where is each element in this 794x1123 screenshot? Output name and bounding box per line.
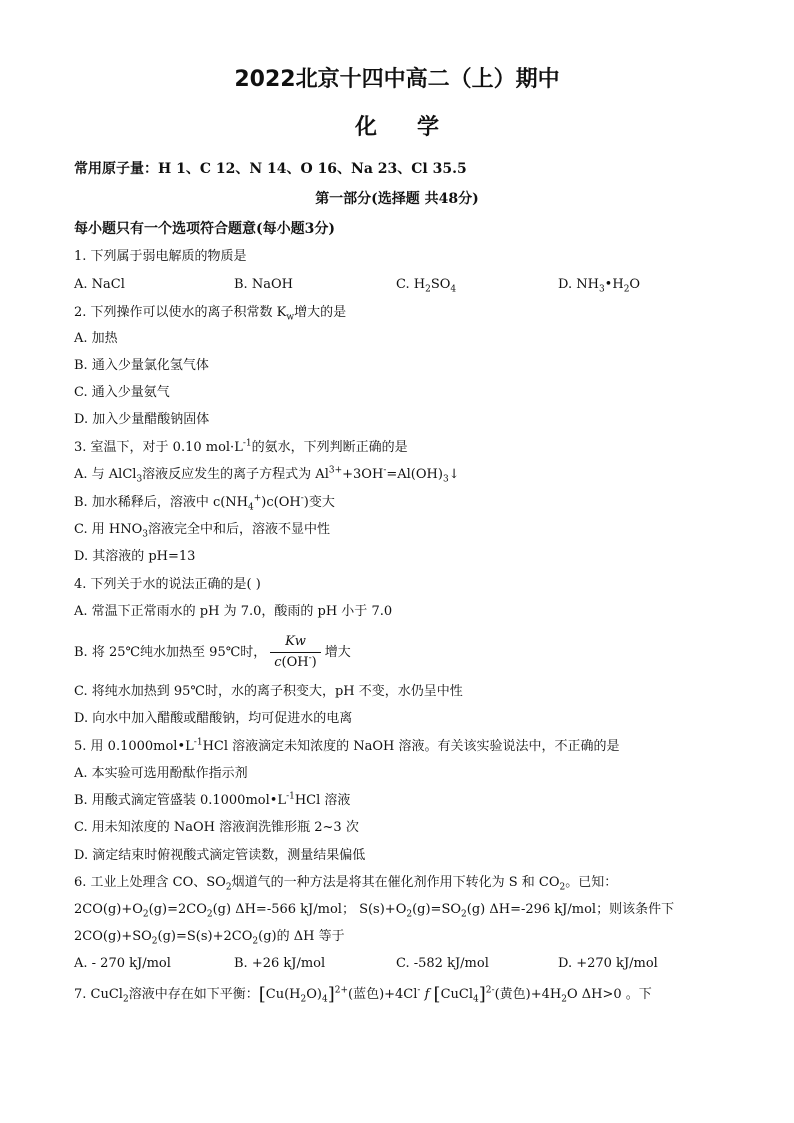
instruction: 每小题只有一个选项符合题意(每小题3分)	[74, 221, 335, 237]
kw-fraction: $\frac{Kw}{c(OH^-)}$	[270, 632, 320, 673]
atomic-masses: 常用原子量：H 1、C 12、N 14、O 16、Na 23、Cl 35.5	[74, 161, 467, 177]
q2-option-c: C. 通入少量氨气	[74, 385, 170, 400]
q1-option-a: A. NaCl	[74, 277, 125, 292]
q5-option-a: A. 本实验可选用酚酞作指示剂	[74, 766, 248, 781]
q4-option-c: C. 将纯水加热到 95℃时，水的离子积变大，pH 不变，水仍呈中性	[74, 684, 463, 699]
q6-option-d: D. +270 kJ/mol	[558, 956, 658, 971]
q3-option-c: C. 用 $HNO_3$溶液完全中和后，溶液不显中性	[74, 522, 331, 540]
q6-option-c: C. -582 kJ/mol	[396, 956, 489, 971]
q1-option-c: C. $H_2SO_4$	[396, 277, 457, 295]
question-6-stem-line3: $2CO(g)+SO_2(g)=S(s)+2CO_2(g)$的 ΔH 等于	[74, 929, 345, 947]
question-3-stem: 3. 室温下，对于 0.10 $mol\cdot L^{-1}$的氨水，下列判断正确的是	[74, 438, 408, 455]
q5-option-b: B. 用酸式滴定管盛装 $0.1000mol•L^{-1}HCl$ 溶液	[74, 791, 351, 808]
q1-option-d: D. $NH_3•H_2O$	[558, 277, 641, 295]
question-1-stem: 1. 下列属于弱电解质的物质是	[74, 249, 247, 264]
question-7-stem: 7. CuCl$_2$溶液中存在如下平衡：$[Cu(H_2O)_4]^{2+}$(蓝色)+4Cl- f [CuCl$_4$]$^{2-}$(黄色)$+4H_2O$ ΔH>0 。下	[74, 984, 652, 1005]
question-2-stem: 2. 下列操作可以使水的离子积常数 $K_w$增大的是	[74, 305, 347, 323]
q5-option-d: D. 滴定结束时俯视酸式滴定管读数，测量结果偏低	[74, 848, 366, 863]
q3-option-d: D. 其溶液的 pH=13	[74, 549, 196, 564]
q2-option-b: B. 通入少量氯化氢气体	[74, 358, 209, 373]
question-6-stem-line2: $2CO(g)+O_2(g)=2CO_2(g)$ ΔH=-566 kJ/mol； $S(s)+O_2(g)=SO_2(g)$ ΔH=-296 kJ/mol；则该条件下	[74, 902, 675, 920]
q4-option-a: A. 常温下正常雨水的 pH 为 7.0，酸雨的 pH 小于 7.0	[74, 604, 393, 619]
q3-option-b: B. 加水稀释后，溶液中 $c(NH_4^+)c(OH^-)$变大	[74, 493, 335, 513]
subject-title: 化学	[354, 115, 479, 140]
q1-option-b: B. NaOH	[234, 277, 293, 292]
question-5-stem: 5. 用 $0.1000mol•L^{-1}HCl$ 溶液滴定未知浓度的 NaOH 溶液。有关该实验说法中，不正确的是	[74, 737, 620, 754]
page-title: 2022北京十四中高二（上）期中	[234, 67, 560, 92]
part-heading: 第一部分(选择题 共48分)	[315, 191, 479, 207]
q3-option-a: A. 与 AlCl$_3$溶液反应发生的离子方程式为 $Al^{3+}+3OH^-=Al(OH)_3↓$	[74, 465, 460, 485]
question-4-stem: 4. 下列关于水的说法正确的是( )	[74, 577, 261, 592]
q4-option-b: B. 将 25℃纯水加热至 95℃时， $\frac{Kw}{c(OH^-)}$ 增大	[74, 632, 351, 673]
q2-option-d: D. 加入少量醋酸钠固体	[74, 412, 210, 427]
q4-option-d: D. 向水中加入醋酸或醋酸钠，均可促进水的电离	[74, 711, 353, 726]
question-6-stem-line1: 6. 工业上处理含 CO、$SO_2$烟道气的一种方法是将其在催化剂作用下转化为 S 和 $CO_2$。已知：	[74, 875, 618, 893]
q6-option-a: A. - 270 kJ/mol	[74, 956, 171, 971]
q6-option-b: B. +26 kJ/mol	[234, 956, 326, 971]
q2-option-a: A. 加热	[74, 331, 118, 346]
q5-option-c: C. 用未知浓度的 NaOH 溶液润洗锥形瓶 2~3 次	[74, 820, 359, 835]
